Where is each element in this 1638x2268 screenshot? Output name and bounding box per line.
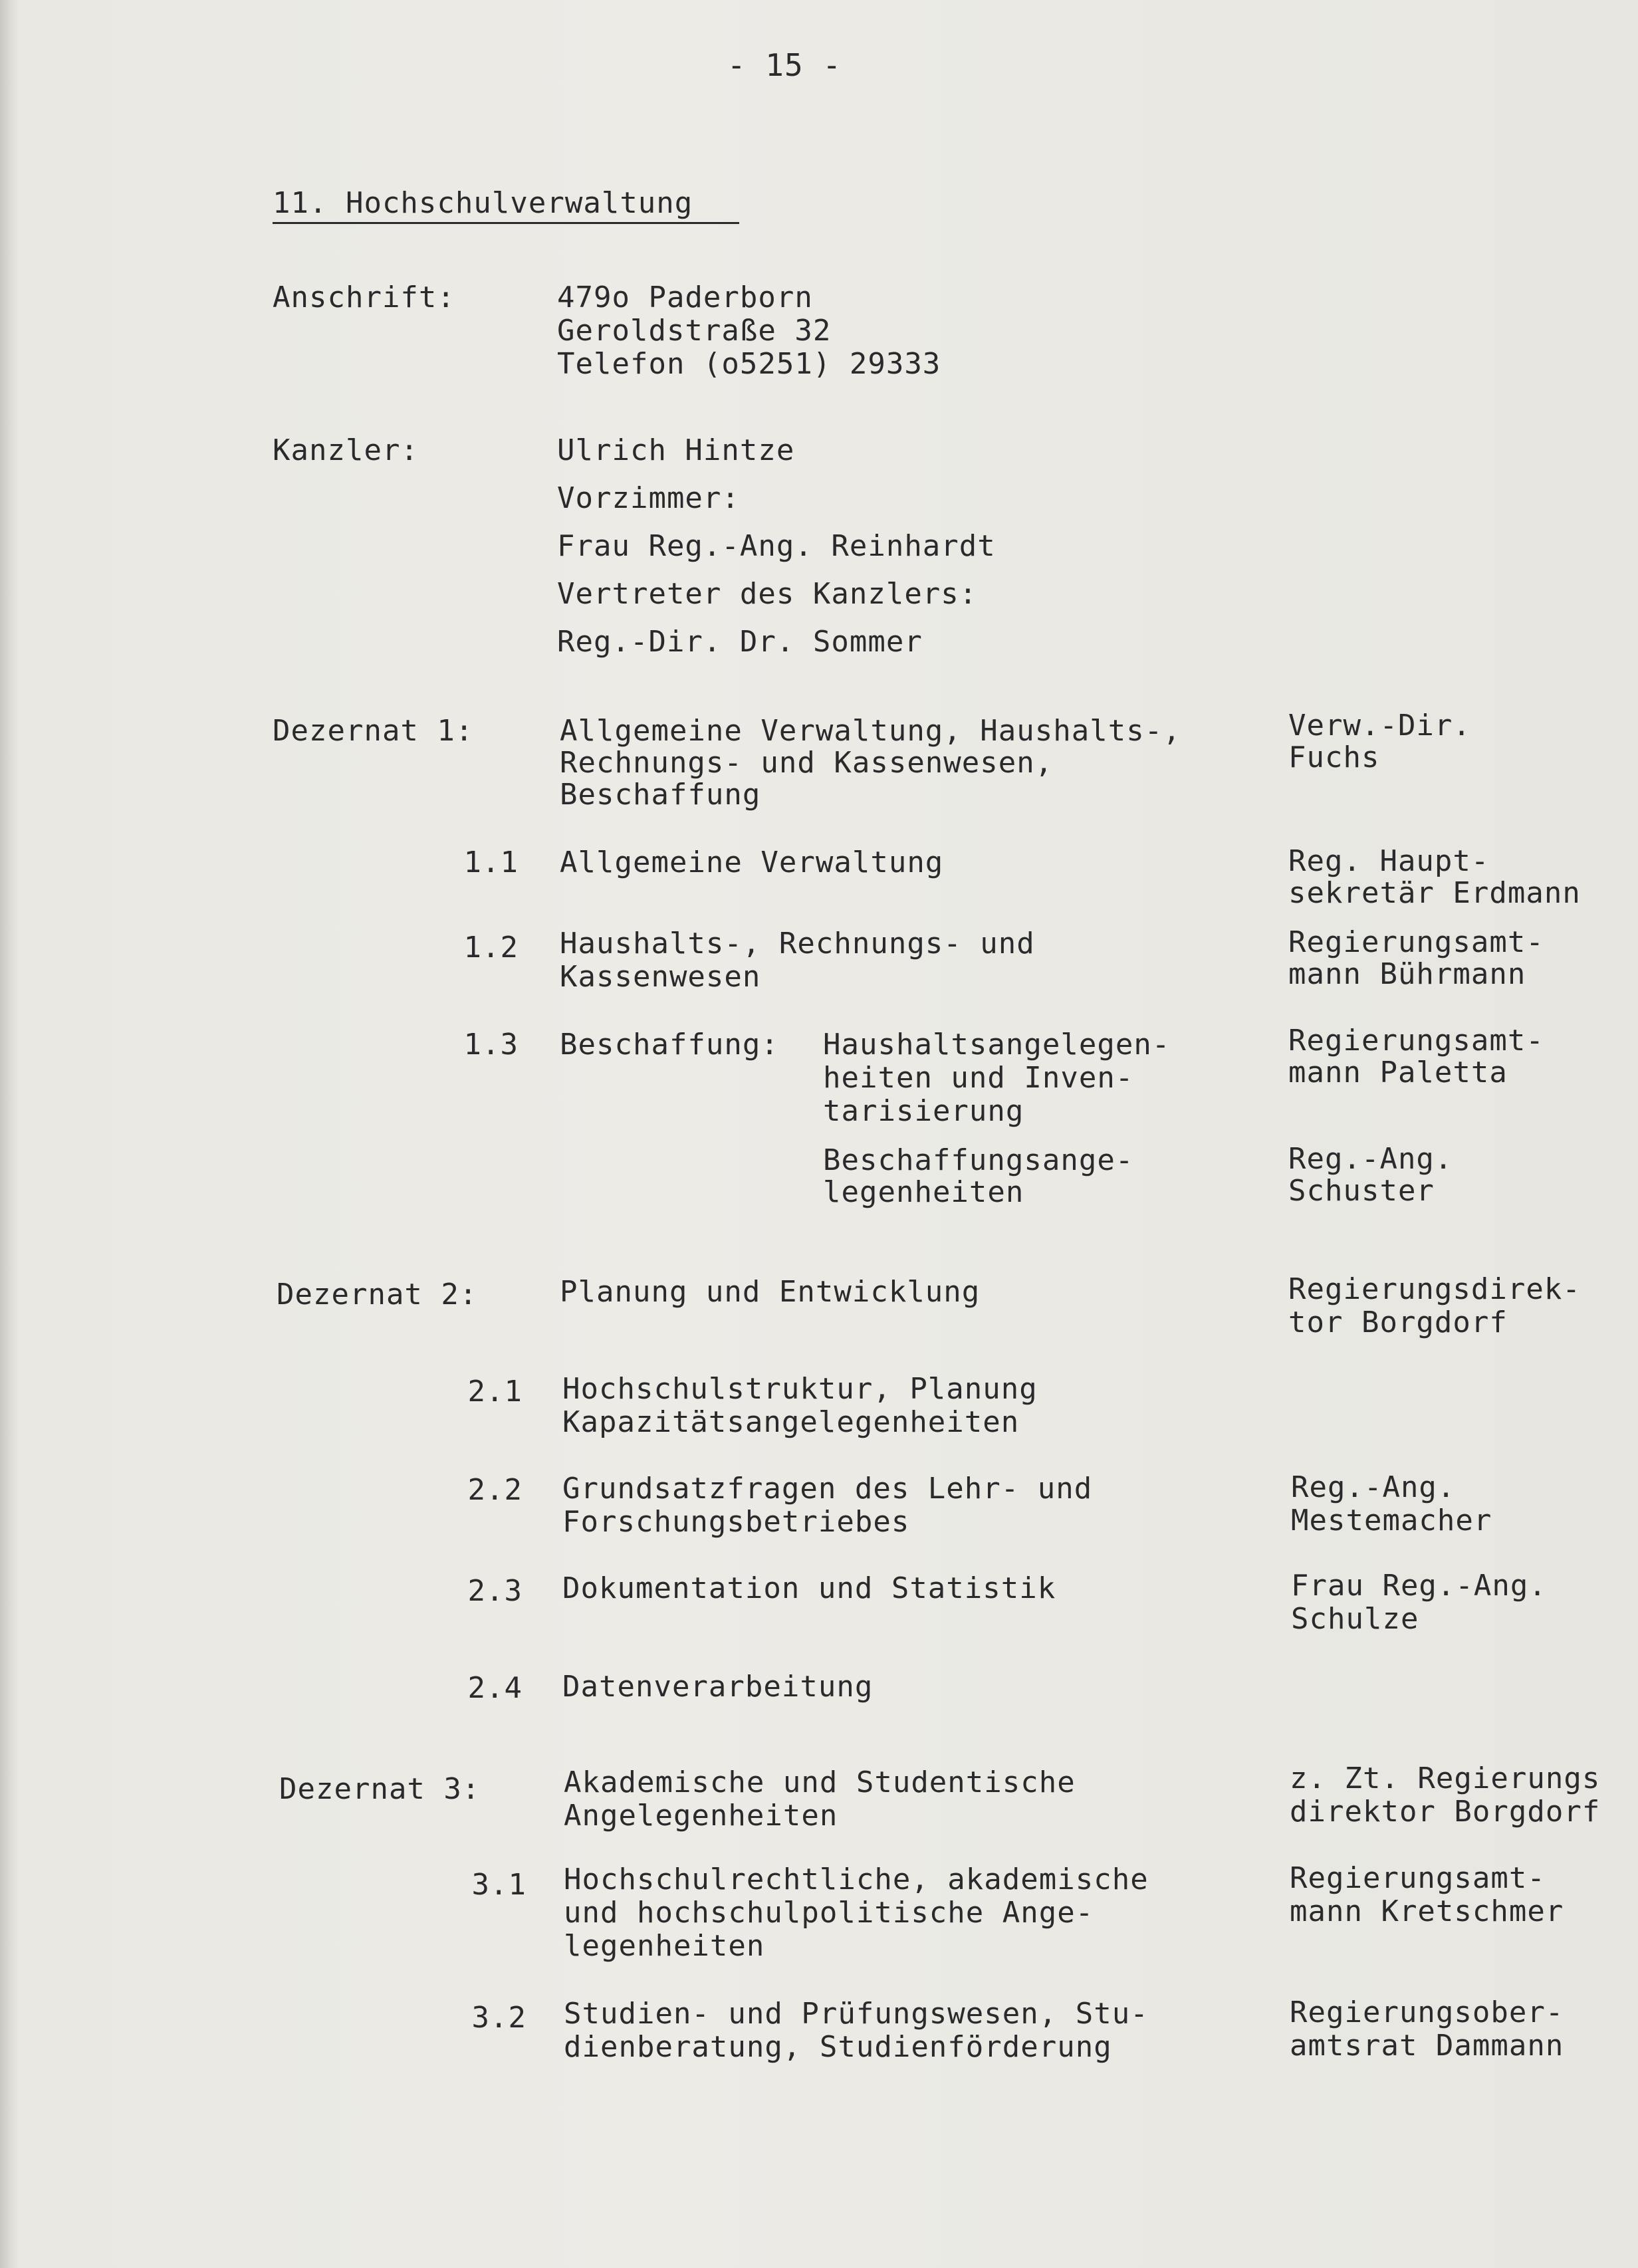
- unit-subject: tarisierung: [823, 1094, 1024, 1128]
- unit-person: Schuster: [1288, 1174, 1435, 1208]
- unit-person: Regierungsamt-: [1290, 1861, 1546, 1895]
- unit-person: Reg.-Ang.: [1291, 1470, 1456, 1504]
- unit-person: Schulze: [1291, 1602, 1419, 1636]
- unit-subject-label: Beschaffung:: [560, 1028, 779, 1062]
- unit-subject: heiten und Inven-: [823, 1061, 1134, 1095]
- address-line: 479o Paderborn: [557, 281, 813, 314]
- chancellor-line: Frau Reg.-Ang. Reinhardt: [557, 529, 996, 563]
- unit-person: sekretär Erdmann: [1288, 876, 1581, 910]
- unit-code: 1.2: [463, 931, 519, 964]
- unit-person: Reg. Haupt-: [1288, 844, 1490, 878]
- chancellor-name: Ulrich Hintze: [557, 433, 795, 467]
- unit-subject: legenheiten: [564, 1929, 765, 1963]
- department-person: Verw.-Dir.: [1288, 709, 1471, 742]
- unit-subject: legenheiten: [823, 1175, 1024, 1209]
- unit-code: 2.4: [467, 1671, 523, 1705]
- unit-subject: Hochschulstruktur, Planung: [562, 1372, 1038, 1406]
- unit-code: 2.1: [467, 1375, 523, 1409]
- address-label: Anschrift:: [273, 281, 455, 314]
- department-subject: Angelegenheiten: [564, 1799, 838, 1833]
- department-code: Dezernat 1:: [273, 714, 474, 748]
- department-subject: Beschaffung: [560, 778, 761, 812]
- chancellor-line: Vertreter des Kanzlers:: [557, 577, 978, 611]
- unit-code: 3.2: [471, 2001, 526, 2035]
- department-person: z. Zt. Regierungs: [1290, 1761, 1601, 1795]
- department-code: Dezernat 3:: [279, 1772, 481, 1806]
- unit-person: Regierungsamt-: [1288, 925, 1544, 959]
- unit-person: mann Bührmann: [1288, 957, 1526, 991]
- chancellor-label: Kanzler:: [273, 433, 419, 467]
- unit-subject: Beschaffungsange-: [823, 1143, 1134, 1177]
- chancellor-line: Reg.-Dir. Dr. Sommer: [557, 625, 923, 659]
- department-person: direktor Borgdorf: [1290, 1795, 1601, 1829]
- unit-subject: und hochschulpolitische Ange-: [564, 1896, 1094, 1930]
- department-subject: Akademische und Studentische: [564, 1765, 1076, 1799]
- unit-subject: Studien- und Prüfungswesen, Stu-: [564, 1997, 1149, 2031]
- binding-shadow: [0, 0, 19, 2268]
- unit-person: mann Paletta: [1288, 1056, 1508, 1089]
- unit-code: 2.2: [467, 1473, 523, 1507]
- unit-subject: Hochschulrechtliche, akademische: [564, 1863, 1149, 1896]
- unit-subject: Allgemeine Verwaltung: [560, 846, 944, 879]
- unit-subject: dienberatung, Studienförderung: [564, 2030, 1112, 2064]
- unit-subject: Kapazitätsangelegenheiten: [562, 1405, 1020, 1439]
- unit-person: amtsrat Dammann: [1290, 2029, 1564, 2063]
- department-code: Dezernat 2:: [277, 1278, 478, 1311]
- department-subject: Allgemeine Verwaltung, Haushalts-,: [560, 714, 1181, 748]
- unit-code: 2.3: [467, 1574, 523, 1608]
- unit-person: Mestemacher: [1291, 1504, 1492, 1537]
- section-heading: 11. Hochschulverwaltung: [273, 186, 693, 220]
- unit-subject: Dokumentation und Statistik: [562, 1571, 1056, 1605]
- unit-subject: Haushaltsangelegen-: [823, 1028, 1171, 1062]
- page-number: - 15 -: [727, 47, 842, 83]
- chancellor-line: Vorzimmer:: [557, 481, 740, 515]
- unit-person: Regierungsamt-: [1288, 1024, 1544, 1058]
- unit-code: 1.3: [463, 1028, 519, 1062]
- address-line: Telefon (o5251) 29333: [557, 347, 941, 381]
- unit-person: mann Kretschmer: [1290, 1894, 1564, 1928]
- address-line: Geroldstraße 32: [557, 314, 832, 348]
- unit-person: Regierungsober-: [1290, 1995, 1564, 2029]
- department-subject: Planung und Entwicklung: [560, 1275, 981, 1309]
- unit-code: 3.1: [471, 1868, 526, 1902]
- department-subject: Rechnungs- und Kassenwesen,: [560, 746, 1054, 780]
- unit-person: Reg.-Ang.: [1288, 1142, 1453, 1176]
- unit-person: Frau Reg.-Ang.: [1291, 1569, 1547, 1603]
- unit-subject: Haushalts-, Rechnungs- und: [560, 927, 1035, 961]
- unit-subject: Datenverarbeitung: [562, 1670, 874, 1704]
- department-person: Fuchs: [1288, 740, 1380, 774]
- unit-subject: Grundsatzfragen des Lehr- und: [562, 1472, 1093, 1506]
- unit-subject: Kassenwesen: [560, 960, 761, 994]
- department-person: tor Borgdorf: [1288, 1305, 1508, 1339]
- unit-subject: Forschungsbetriebes: [562, 1505, 910, 1539]
- unit-code: 1.1: [463, 846, 519, 879]
- heading-underline: [273, 222, 739, 224]
- department-person: Regierungsdirek-: [1288, 1272, 1581, 1306]
